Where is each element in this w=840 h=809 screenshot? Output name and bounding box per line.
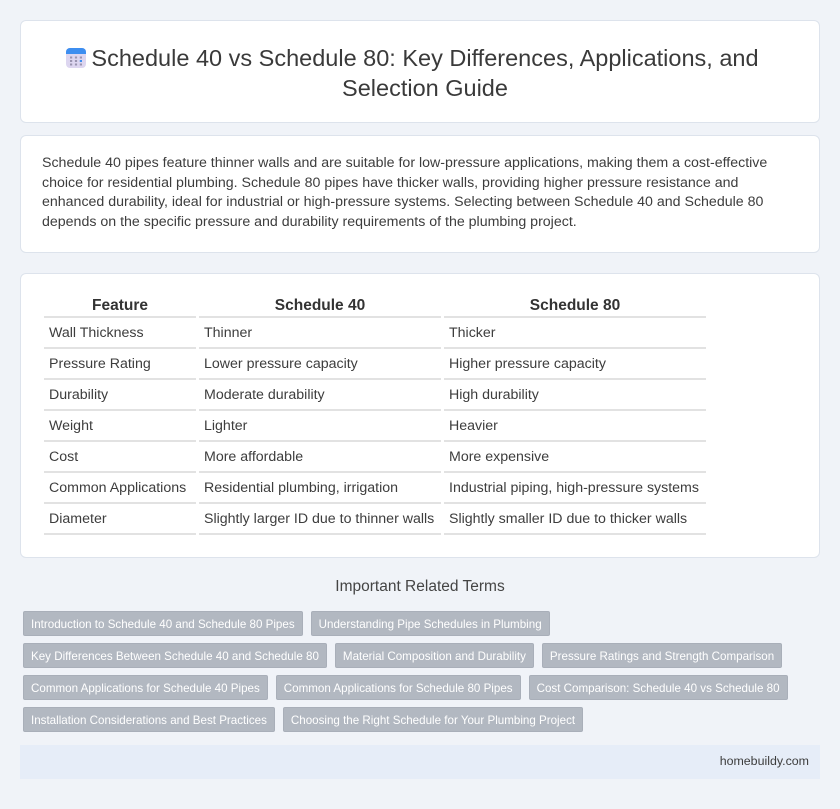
related-term-tag[interactable]: Installation Considerations and Best Practices <box>23 707 275 732</box>
schedule-40-cell: Slightly larger ID due to thinner walls <box>199 504 441 535</box>
schedule-80-cell: Heavier <box>444 411 706 442</box>
related-term-tag[interactable]: Pressure Ratings and Strength Comparison <box>542 643 782 668</box>
feature-cell: Pressure Rating <box>44 349 196 380</box>
related-term-tag[interactable]: Material Composition and Durability <box>335 643 534 668</box>
schedule-40-cell: Moderate durability <box>199 380 441 411</box>
title-card <box>20 20 820 123</box>
schedule-40-cell: Lighter <box>199 411 441 442</box>
column-header-schedule-80: Schedule 80 <box>444 292 706 318</box>
feature-cell: Wall Thickness <box>44 318 196 349</box>
feature-cell: Cost <box>44 442 196 473</box>
table-row <box>44 473 706 504</box>
schedule-80-cell: More expensive <box>444 442 706 473</box>
table-row <box>44 318 706 349</box>
schedule-40-cell: Lower pressure capacity <box>199 349 441 380</box>
related-term-tag[interactable]: Common Applications for Schedule 40 Pipes <box>23 675 268 700</box>
related-term-tag[interactable]: Introduction to Schedule 40 and Schedule 80 Pipes <box>23 611 303 636</box>
table-row <box>44 380 706 411</box>
schedule-80-cell: High durability <box>444 380 706 411</box>
schedule-80-cell: Industrial piping, high-pressure systems <box>444 473 706 504</box>
schedule-40-cell: More affordable <box>199 442 441 473</box>
feature-cell: Durability <box>44 380 196 411</box>
footer <box>20 745 820 779</box>
feature-cell: Weight <box>44 411 196 442</box>
related-terms-list <box>23 611 823 739</box>
intro-card <box>20 135 820 253</box>
comparison-table <box>41 292 709 535</box>
schedule-40-cell: Residential plumbing, irrigation <box>199 473 441 504</box>
schedule-80-cell: Thicker <box>444 318 706 349</box>
related-term-tag[interactable]: Key Differences Between Schedule 40 and Schedule 80 <box>23 643 327 668</box>
column-header-schedule-40: Schedule 40 <box>199 292 441 318</box>
schedule-80-cell: Higher pressure capacity <box>444 349 706 380</box>
table-row <box>44 349 706 380</box>
comparison-card <box>20 273 820 558</box>
table-row <box>44 504 706 535</box>
schedule-80-cell: Slightly smaller ID due to thicker walls <box>444 504 706 535</box>
related-term-tag[interactable]: Cost Comparison: Schedule 40 vs Schedule 80 <box>529 675 788 700</box>
related-terms-heading: Important Related Terms <box>335 578 505 595</box>
schedule-40-cell: Thinner <box>199 318 441 349</box>
related-term-tag[interactable]: Common Applications for Schedule 80 Pipes <box>276 675 521 700</box>
table-row <box>44 442 706 473</box>
related-term-tag[interactable]: Choosing the Right Schedule for Your Plumbing Project <box>283 707 583 732</box>
column-header-feature: Feature <box>44 292 196 318</box>
site-link[interactable]: homebuildy.com <box>719 754 809 768</box>
table-header-row <box>44 292 706 318</box>
related-term-tag[interactable]: Understanding Pipe Schedules in Plumbing <box>311 611 550 636</box>
intro-paragraph: Schedule 40 pipes feature thinner walls and are suitable for low-pressure applications, making them a cost-effective choice for residential plumbing. Schedule 80 pipes have thicker walls, providing higher pressure resistance and enhanced durability, ideal for industrial or high-pressure systems. Selecting between Schedule 40 and Schedule 80 depends on the specific pressure and durability requirements of the plumbing project. <box>42 155 768 230</box>
table-row <box>44 411 706 442</box>
feature-cell: Common Applications <box>44 473 196 504</box>
page-title: Schedule 40 vs Schedule 80: Key Differences, Applications, and Selection Guide <box>91 45 759 101</box>
feature-cell: Diameter <box>44 504 196 535</box>
